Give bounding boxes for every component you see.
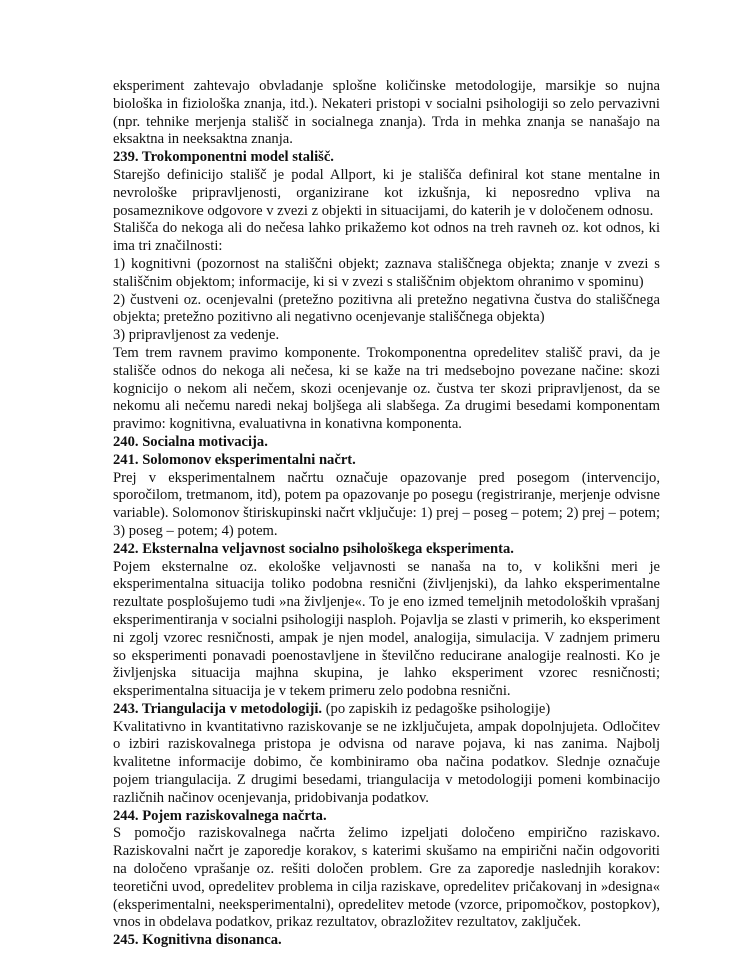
section-heading-243-title: 243. Triangulacija v metodologiji. xyxy=(113,700,323,717)
list-item-affective: 2) čustveni oz. ocenjevalni (pretežno pozitivna ali pretežno negativna čustva do stališčnega objekta; pretežno pozitivno ali negativno ocenjevanje stališčnega objekta) xyxy=(113,291,660,326)
section-heading-245: 245. Kognitivna disonanca. xyxy=(113,932,282,949)
paragraph-research-design: S pomočjo raziskovalnega načrta želimo izpeljati določeno empirično raziskavo. Raziskovalni načrt je zaporedje korakov, s katerimi skušamo na empirični način odgovoriti na določeno vprašanje oz. rešiti določen problem. Gre za zaporedje naslednjih korakov: teoretični uvod, opredelitev problema in cilja raziskave, opredelitev pričakovanj in »designa« (eksperimentalni, neeksperimentalni), opredelitev metode (vzorce, pripomočkov, postopkov), vnos in obdelava podatkov, prikaz rezultatov, obrazložitev rezultatov, zaključek. xyxy=(113,825,660,931)
section-heading-239: 239. Trokomponentni model stališč. xyxy=(113,149,334,166)
paragraph-components: Tem trem ravnem pravimo komponente. Trokomponentna opredelitev stališč pravi, da je stališče odnos do nekoga ali nečesa, ki se kaže na tri medsebojno povezane načine: skozi kognicijo o nekom ali nečem, skozi ocenjevanje oz. čustva ter skozi pripravljenost, da se nekomu ali nečemu naredi nekaj boljšega ali slabšega. Za drugimi besedami komponentam pravimo: kognitivna, evaluativna in konativna komponenta. xyxy=(113,344,660,433)
section-heading-243-note: (po zapiskih iz pedagoške psihologije) xyxy=(322,700,551,717)
section-heading-243 xyxy=(113,701,660,719)
paragraph-external-validity: Pojem eksternalne oz. ekološke veljavnosti se nanaša na to, v kolikšni meri je eksperimentalna situacija toliko podobna resnični (življenjski), da lahko eksperimentalne rezultate posplošujemo tudi »na življenje«. To je eno izmed temeljnih metodoloških vprašanj eksperimentiranja v socialni psihologiji nasploh. Pojavlja se zlasti v primerih, ko eksperiment ni zgolj vzorec resničnosti, ampak je njen model, analogija, simulacija. V zadnjem primeru so eksperimenti ponavadi poenostavljene in številčno reducirane analogije realnosti. Ko je življenjska situacija majhna skupina, je lahko eksperiment vzorec resničnosti; eksperimentalna situacija je v tekem primeru zelo podobna resnični. xyxy=(113,558,660,700)
section-heading-241: 241. Solomonov eksperimentalni načrt. xyxy=(113,451,356,468)
list-item-cognitive: 1) kognitivni (pozornost na stališčni objekt; zaznava stališčnega objekta; znanje v zvezi s stališčnim objektom; informacije, ki si v zvezi s stališčnim objektom ohranimo v spominu) xyxy=(113,255,660,290)
paragraph-solomon-design: Prej v eksperimentalnem načrtu označuje opazovanje pred posegom (intervencijo, sporočilom, tretmanom, itd), potem pa opazovanje po posegu (registriranje, merjenje odvisne variable). Solomonov štiriskupinski načrt vključuje: 1) prej – poseg – potem; 2) prej – potem; 3) poseg – potem; 4) potem. xyxy=(113,469,660,539)
paragraph-continuation: eksperiment zahtevajo obvladanje splošne količinske metodologije, marsikje so nujna biološka in fiziološka znanja, itd.). Nekateri pristopi v socialni psihologiji so zelo pervazivni (npr. tehnike merjenja stališč in socialnega znanja). Trda in mehka znanja se nanašajo na eksaktna in neeksaktna znanja. xyxy=(113,78,660,148)
section-heading-242: 242. Eksternalna veljavnost socialno psihološkega eksperimenta. xyxy=(113,540,514,557)
section-heading-240: 240. Socialna motivacija. xyxy=(113,433,268,450)
list-item-behavioral: 3) pripravljenost za vedenje. xyxy=(113,327,280,344)
paragraph-allport-definition: Starejšo definicijo stališč je podal Allport, ki je stališča definiral kot stane mentalne in nevrološke pripravljenosti, organizirane kot izkušnja, ki neposredno vpliva na posameznikove odgovore v zvezi z objekti in situacijami, do katerih je v določenem odnosu. xyxy=(113,166,660,219)
paragraph-triangulation: Kvalitativno in kvantitativno raziskovanje se ne izključujeta, ampak dopolnjujeta. Odločitev o izbiri raziskovalnega pristopa je odvisna od narave pojava, ki nas zanima. Najbolj kvalitetne informacije dobimo, če kombiniramo oba načina podatkov. Slednje označuje pojem triangulacija. Z drugimi besedami, triangulacija v metodologiji pomeni kombinacijo različnih načinov ocenjevanja, pridobivanja podatkov. xyxy=(113,718,660,806)
document-page xyxy=(113,78,660,950)
paragraph-three-levels: Stališča do nekoga ali do nečesa lahko prikažemo kot odnos na treh ravneh oz. kot odnos, ki ima tri značilnosti: xyxy=(113,220,660,255)
section-heading-244: 244. Pojem raziskovalnega načrta. xyxy=(113,807,327,824)
